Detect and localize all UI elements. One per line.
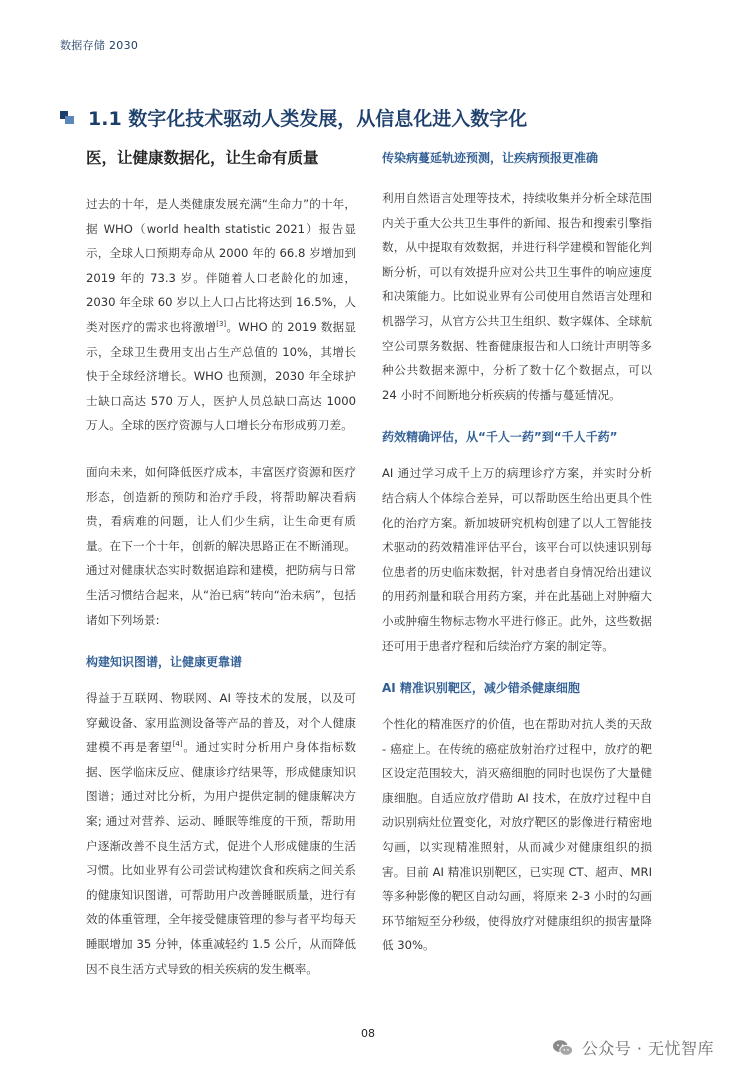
wechat-icon: [552, 1038, 574, 1058]
paragraph-epidemic: 利用自然语言处理等技术，持续收集并分析全球范围内关于重大公共卫生事件的新闻、报告和搜索引擎指数，从中提取有效数据，并进行科学建模和智能化判断分析，可以有效提升应对公共卫生事件的响应速度和决策能力。比如说业界有公司使用自然语言处理和机器学习，从官方公共卫生组织、数字媒体、全球航空公司票务数据、牲畜健康报告和人口统计声明等多种公共数据来源中，分析了数十亿个数据点，可以 24 小时不间断地分析疾病的传播与蔓延情况。: [382, 191, 652, 402]
subheading-target-area: AI 精准识别靶区，减少错杀健康细胞: [382, 681, 580, 696]
paragraph-future: 面向未来，如何降低医疗成本，丰富医疗资源和医疗形态，创造新的预防和治疗手段，将帮助解决看病贵，看病难的问题，让人们少生病，让生命更有质量。在下一个十年，创新的解决思路正在不断涌现。通过对健康状态实时数据追踪和建模，把防病与日常生活习惯结合起来，从“治已病”转向“治未病”，包括诸如下列场景:: [86, 464, 356, 627]
left-column: [86, 146, 356, 1003]
watermark: [552, 1036, 714, 1059]
watermark-text: 公众号 · 无忧智库: [581, 1039, 714, 1058]
subheading-knowledge-graph: 构建知识图谱，让健康更靠谱: [86, 655, 243, 670]
paragraph-text: 过去的十年，是人类健康发展充满“生命力”的十年，据 WHO（world health statistic 2021）报告显示，全球人口预期寿命从 2000 年的 66.8 岁增加到 2019 年的 73.3 岁。伴随着人口老龄化的加速，2030 年全球 60 岁以上人口占比将达到 16.5%，人类对医疗的需求也将激增: [86, 197, 356, 334]
left-column-heading: 医，让健康数据化，让生命有质量: [86, 149, 319, 167]
paragraph-text: 。WHO 的 2019 数据显示，全球卫生费用支出占生产总值的 10%，其增长快于全球经济增长。WHO 也预测，2030 年全球护士缺口高达 570 万人，医护人员总缺口高达 1000 万人。全球的医疗资源与人口增长分布形成剪刀差。: [86, 319, 356, 433]
paragraph-life-expectancy: [86, 192, 356, 438]
page-number: 08: [361, 1027, 375, 1040]
subheading-epidemic: 传染病蔓延轨迹预测，让疾病预报更准确: [382, 151, 599, 165]
citation-4: [4]: [172, 740, 183, 749]
citation-3: [3]: [216, 320, 227, 329]
section-heading: [60, 104, 700, 131]
paragraph-text: 得益于互联网、物联网、AI 等技术的发展，以及可穿戴设备、家用监测设备等产品的普及，对个人健康建模不再是奢望: [86, 691, 356, 755]
right-column: [382, 146, 652, 980]
section-title: 1.1 数字化技术驱动人类发展，从信息化进入数字化: [88, 108, 528, 130]
section-bullet-icon: [60, 111, 77, 125]
paragraph-text: 。通过实时分析用户身体指标数据、医学临床反应、健康诊疗结果等，形成健康知识图谱；通过对比分析，为用户提供定制的健康解决方案; 通过对营养、运动、睡眠等维度的干预，帮助用户逐渐改善不良生活方式，促进个人形成健康的生活习惯。比如业界有公司尝试构建饮食和疾病之间关系的健康知识图谱，可帮助用户改善睡眠质量，进行有效的体重管理，全年接受健康管理的参与者平均每天睡眠增加 35 分钟，体重减轻约 1.5 公斤，从而降低因不良生活方式导致的相关疾病的发生概率。: [86, 740, 356, 976]
paragraph-knowledge-graph: [86, 686, 356, 981]
paragraph-drug-efficacy: AI 通过学习成千上万的病理诊疗方案，并实时分析结合病人个体综合差异，可以帮助医生给出更具个性化的治疗方案。新加坡研究机构创建了以人工智能技术驱动的药效精准评估平台，该平台可以快速识别每位患者的历史临床数据，针对患者自身情况给出建议的用药剂量和联合用药方案，并在此基础上对肿瘤大小或肿瘤生物标志物水平进行修正。此外，这些数据还可用于患者疗程和后续治疗方案的制定等。: [382, 466, 652, 653]
subheading-drug-efficacy: 药效精确评估，从“千人一药”到“千人千药”: [382, 430, 618, 445]
running-header: 数据存储 2030: [60, 39, 139, 52]
paragraph-target-area: 个性化的精准医疗的价值，也在帮助对抗人类的天敌 - 癌症上。在传统的癌症放射治疗过程中，放疗的靶区设定范围较大，消灭癌细胞的同时也误伤了大量健康细胞。自适应放疗借助 AI 技术，在放疗过程中自动识别病灶位置变化，对放疗靶区的影像进行精密地勾画，以实现精准照射，从而减少对健康组织的损害。目前 AI 精准识别靶区，已实现 CT、超声、MRI 等多种影像的靶区自动勾画，将原来 2-3 小时的勾画环节缩短至分秒级，使得放疗对健康组织的损害量降低 30%。: [382, 717, 652, 953]
